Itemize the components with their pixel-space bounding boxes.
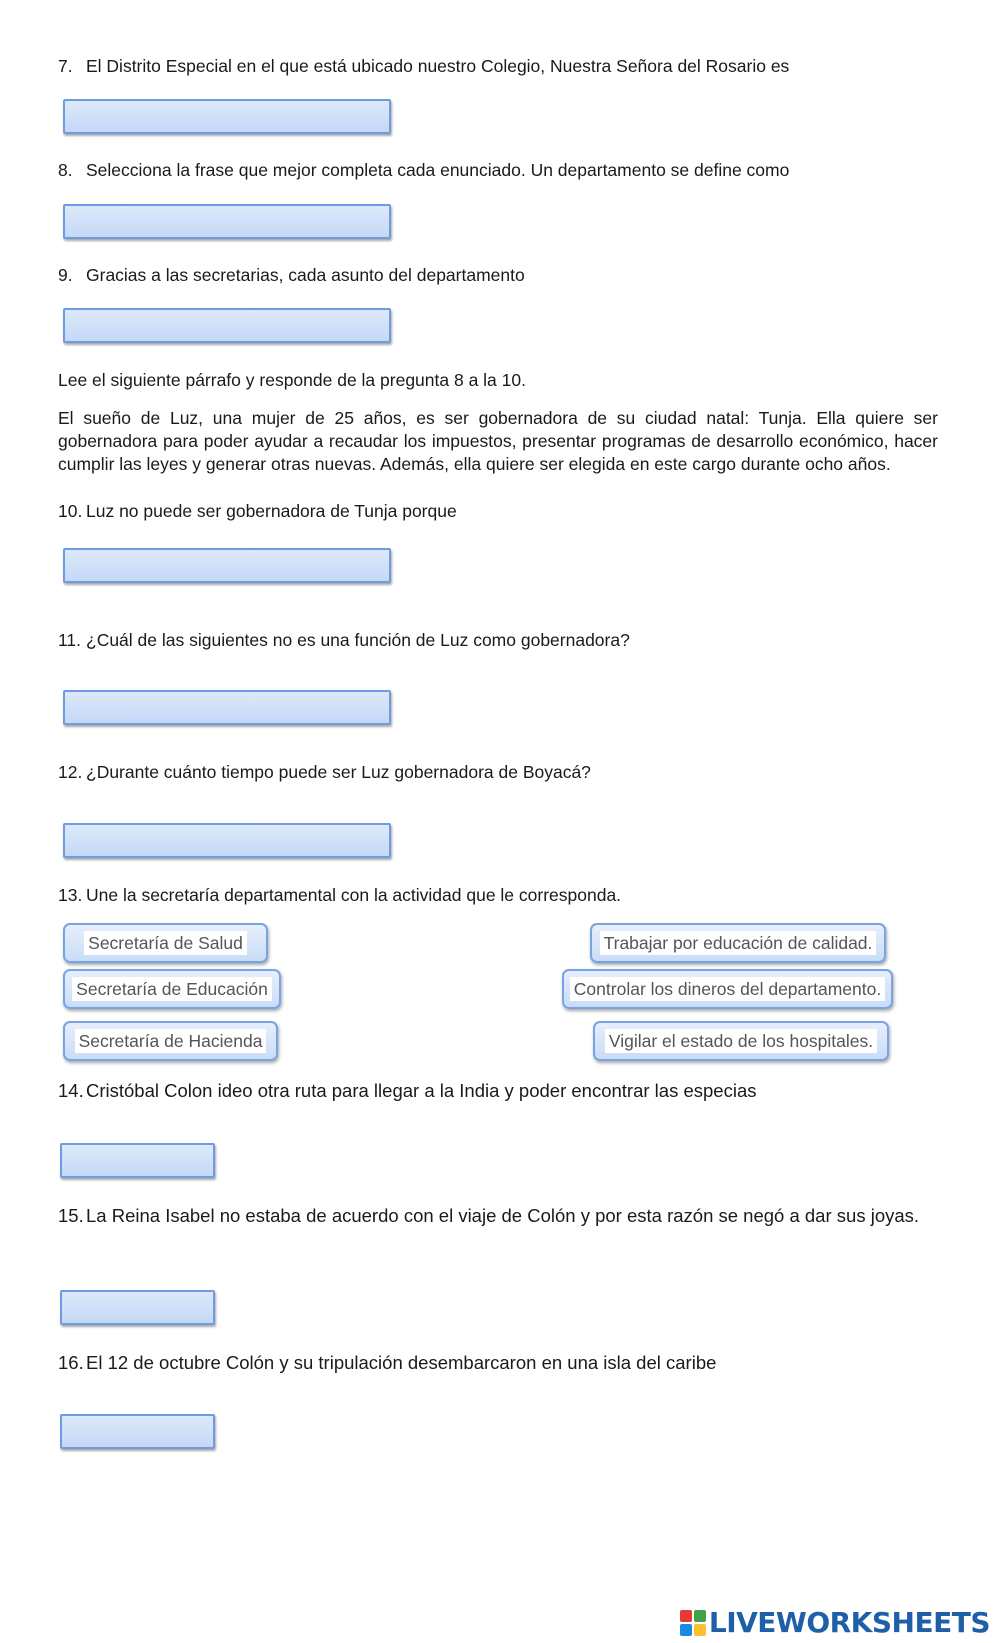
question-text: Selecciona la frase que mejor completa cada enunciado. Un departamento se define como [86, 160, 790, 180]
logo-text: LIVEWORKSHEETS [708, 1606, 990, 1639]
question-number: 13. [58, 885, 83, 905]
logo-square [694, 1624, 706, 1636]
question-14 [58, 1079, 936, 1102]
answer-box-10[interactable] [63, 548, 391, 583]
match-label: Secretaría de Salud [84, 931, 247, 955]
match-label: Secretaría de Educación [72, 977, 272, 1001]
question-text: Gracias a las secretarias, cada asunto del departamento [86, 265, 525, 285]
question-text: La Reina Isabel no estaba de acuerdo con el viaje de Colón y por esta razón se negó a dar sus joyas. [86, 1205, 920, 1226]
question-text: ¿Cuál de las siguientes no es una función de Luz como gobernadora? [86, 630, 630, 650]
question-10 [58, 500, 938, 523]
question-text: Une la secretaría departamental con la actividad que le corresponda. [86, 885, 622, 905]
question-13 [58, 884, 938, 907]
match-right-controlar-dineros[interactable] [562, 969, 893, 1009]
liveworksheets-logo-icon [680, 1610, 706, 1636]
match-label: Trabajar por educación de calidad. [600, 931, 877, 955]
question-text: Cristóbal Colon ideo otra ruta para llegar a la India y poder encontrar las especias [86, 1080, 757, 1101]
match-right-educacion-calidad[interactable] [590, 923, 886, 963]
match-right-vigilar-hospitales[interactable] [593, 1021, 889, 1061]
question-number: 11. [58, 630, 82, 650]
question-text: El 12 de octubre Colón y su tripulación desembarcaron en una isla del caribe [86, 1352, 717, 1373]
match-left-educacion[interactable] [63, 969, 281, 1009]
match-left-salud[interactable] [63, 923, 268, 963]
answer-box-7[interactable] [63, 99, 391, 134]
answer-box-16[interactable] [60, 1414, 215, 1449]
question-text: El Distrito Especial en el que está ubicado nuestro Colegio, Nuestra Señora del Rosario es [86, 56, 790, 76]
question-number: 16. [58, 1352, 84, 1373]
logo-square [680, 1610, 692, 1622]
liveworksheets-logo [680, 1606, 990, 1639]
match-label: Secretaría de Hacienda [75, 1029, 267, 1053]
logo-square [680, 1624, 692, 1636]
question-text: ¿Durante cuánto tiempo puede ser Luz gobernadora de Boyacá? [86, 762, 591, 782]
answer-box-11[interactable] [63, 690, 391, 725]
answer-box-8[interactable] [63, 204, 391, 239]
question-15 [58, 1204, 924, 1227]
question-12 [58, 761, 938, 784]
question-number: 9. [58, 265, 73, 285]
question-11 [58, 629, 938, 652]
match-label: Controlar los dineros del departamento. [570, 977, 885, 1001]
question-number: 10. [58, 501, 83, 521]
match-label: Vigilar el estado de los hospitales. [605, 1029, 877, 1053]
question-number: 7. [58, 56, 73, 76]
answer-box-15[interactable] [60, 1290, 215, 1325]
question-number: 12. [58, 762, 83, 782]
question-9 [58, 264, 938, 287]
answer-box-12[interactable] [63, 823, 391, 858]
question-number: 14. [58, 1080, 84, 1101]
question-7 [58, 55, 938, 78]
answer-box-9[interactable] [63, 308, 391, 343]
answer-box-14[interactable] [60, 1143, 215, 1178]
question-8 [58, 159, 938, 182]
reading-paragraph: El sueño de Luz, una mujer de 25 años, es ser gobernadora de su ciudad natal: Tunja. Ella quiere ser gobernadora para poder ayudar a recaudar los impuestos, presentar programas de desarrollo económico, hacer cumplir las leyes y generar otras nuevas. Además, ella quiere ser elegida en este cargo durante ocho años. [58, 408, 938, 474]
match-left-hacienda[interactable] [63, 1021, 278, 1061]
question-number: 8. [58, 160, 73, 180]
question-16 [58, 1351, 936, 1374]
question-number: 15. [58, 1205, 84, 1226]
logo-square [694, 1610, 706, 1622]
question-text: Luz no puede ser gobernadora de Tunja porque [86, 501, 457, 521]
reading-instruction: Lee el siguiente párrafo y responde de la pregunta 8 a la 10. [58, 370, 526, 390]
